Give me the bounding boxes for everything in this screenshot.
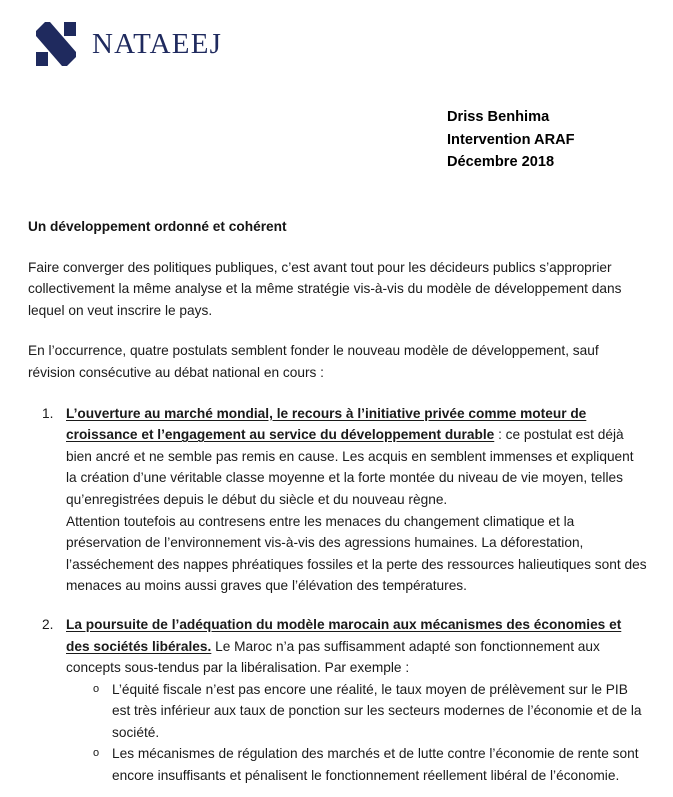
brand-logo: [36, 22, 222, 66]
list-item-rest: Le Maroc n’a pas suffisamment adapté son fonctionnement aux concepts sous-tendus par la libéralisation. Par exemple :: [66, 638, 600, 676]
list-item: [28, 403, 648, 597]
list-item-text: [66, 403, 648, 511]
nataeej-logo-mark-icon: [36, 22, 76, 66]
list-marker: 1.: [42, 405, 54, 421]
sub-bullet-list: [66, 679, 648, 787]
meta-date: Décembre 2018: [447, 154, 555, 170]
document-meta: [447, 106, 575, 174]
postulates-list: [28, 403, 648, 787]
list-marker: 2.: [42, 616, 54, 632]
circle-bullet-icon: o: [93, 682, 100, 695]
list-item: [66, 743, 648, 786]
list-item-text: [66, 614, 648, 679]
list-item-lead: La poursuite de l’adéquation du modèle marocain aux mécanismes des économies et des sociétés libérales.: [66, 616, 622, 654]
document-body: [28, 216, 648, 787]
meta-author: Driss Benhima: [447, 109, 550, 125]
brand-wordmark: NATAEEJ: [92, 27, 223, 60]
sub-item-text: L’équité fiscale n’est pas encore une réalité, le taux moyen de prélèvement sur le PIB est très inférieur aux taux de ponction sur les secteurs modernes de l’économie et de la société.: [112, 681, 642, 740]
list-item-extra: Attention toutefois au contresens entre les menaces du changement climatique et la préservation de l’environnement vis-à-vis des agressions humaines. La déforestation, l’asséchement des nappes phréatiques fossiles et la perte des ressources halieutiques sont des menaces au moins aussi graves que l’élévation des températures.: [66, 513, 647, 594]
list-item: [66, 679, 648, 744]
paragraph: En l’occurrence, quatre postulats semblent fonder le nouveau modèle de développement, sauf révision consécutive au débat national en cours :: [28, 343, 599, 380]
meta-event: Intervention ARAF: [447, 131, 575, 148]
list-item: [28, 614, 648, 787]
sub-item-text: Les mécanismes de régulation des marchés et de lutte contre l’économie de rente sont encore insuffisants et pénalisent le fonctionnement réellement libéral de l’économie.: [112, 746, 639, 784]
paragraph: Faire converger des politiques publiques, c’est avant tout pour les décideurs publics s’approprier collectivement la même analyse et la même stratégie vis-à-vis du modèle de développement dans lequel on veut inscrire le pays.: [28, 259, 622, 318]
list-item-rest: : ce postulat est déjà bien ancré et ne semble pas remis en cause. Les acquis en semblent immenses et expliquent la création d’une véritable classe moyenne et la forte montée du niveau de vie moyen, telles qu’enregistrées depuis le début du siècle et du nouveau règne.: [66, 427, 634, 507]
list-item-lead: L’ouverture au marché mondial, le recours à l’initiative privée comme moteur de croissance et l’engagement au service du développement durable: [66, 405, 587, 443]
circle-bullet-icon: o: [93, 747, 100, 760]
section-title: Un développement ordonné et cohérent: [28, 219, 287, 234]
